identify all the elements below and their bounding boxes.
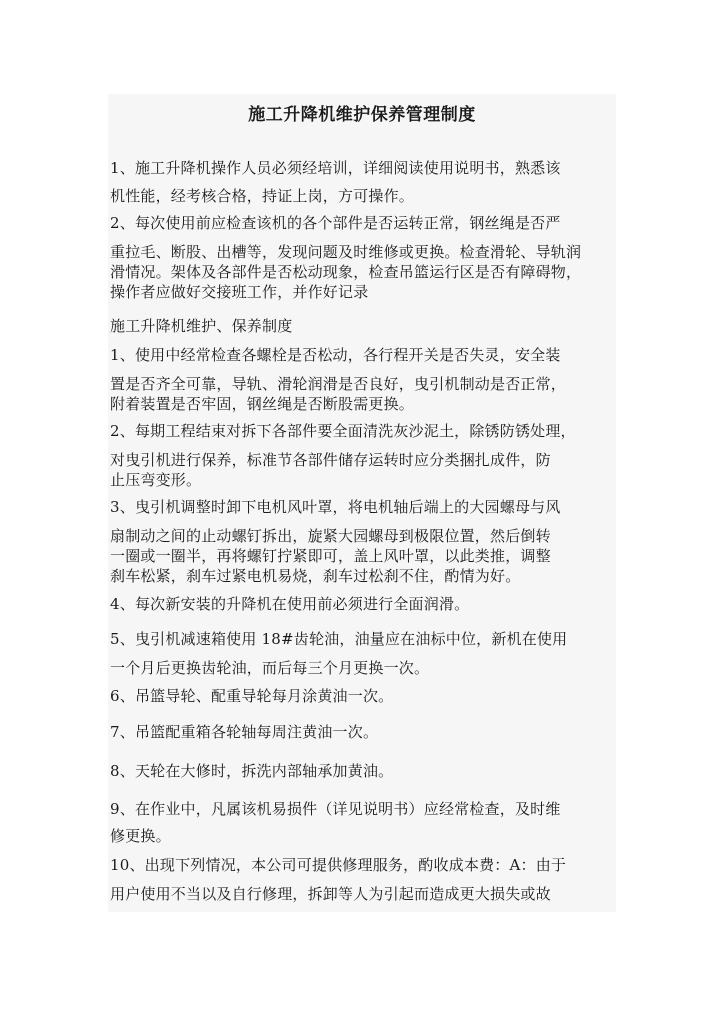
text-line: 刹车松紧，刹车过紧电机易烧，刹车过松刹不住，酌情为好。: [110, 567, 521, 585]
text-line: 3、曳引机调整时卸下电机风叶罩，将电机轴后端上的大园螺母与风: [110, 498, 561, 516]
document-title: 施工升降机维护保养管理制度: [248, 105, 476, 125]
text-line: 机性能，经考核合格，持证上岗，方可操作。: [110, 187, 415, 205]
text-line: 一个月后更换齿轮油，而后每三个月更换一次。: [110, 659, 430, 677]
text-line: 1、施工升降机操作人员必须经培训，详细阅读使用说明书，熟悉该: [110, 159, 561, 177]
text-line: 操作者应做好交接班工作，并作好记录: [110, 283, 369, 301]
text-line: 一圈或一圈半，再将螺钉拧紧即可，盖上风叶罩，以此类推，调整: [110, 547, 551, 565]
text-line: 滑情况。架体及各部件是否松动现象，检查吊篮运行区是否有障碍物，: [110, 263, 582, 281]
text-line: 2、每期工程结束对拆下各部件要全面清洗灰沙泥土，除锈防锈处理，: [110, 422, 576, 440]
text-line: 修更换。: [110, 827, 171, 845]
text-line: 8、天轮在大修时，拆洗内部轴承加黄油。: [110, 762, 394, 780]
section-heading: 施工升降机维护、保养制度: [110, 317, 293, 335]
text-line: 重拉毛、断股、出槽等，发现问题及时维修或更换。检查滑轮、导轨润: [110, 243, 582, 261]
text-line: 9、在作业中，凡属该机易损件（详见说明书）应经常检查，及时维: [110, 800, 561, 818]
text-line: 7、吊篮配重箱各轮轴每周注黄油一次。: [110, 723, 379, 741]
text-line: 6、吊篮导轮、配重导轮每月涂黄油一次。: [110, 687, 394, 705]
text-line: 置是否齐全可靠，导轨、滑轮润滑是否良好，曳引机制动是否正常，: [110, 375, 567, 393]
text-line: 2、每次使用前应检查该机的各个部件是否运转正常，钢丝绳是否严: [110, 214, 561, 232]
document-page: [108, 94, 616, 912]
text-line: 用户使用不当以及自行修理，拆卸等人为引起而造成更大损失或故: [110, 885, 551, 903]
text-line: 1、使用中经常检查各螺栓是否松动，各行程开关是否失灵，安全装: [110, 346, 561, 364]
text-line: 4、每次新安装的升降机在使用前必须进行全面润滑。: [110, 595, 470, 613]
text-line: 止压弯变形。: [110, 471, 202, 489]
text-line: 10、出现下列情况，本公司可提供修理服务，酌收成本费：A：由于: [110, 856, 567, 874]
text-line: 对曳引机进行保养，标准节各部件储存运转时应分类捆扎成件，防: [110, 451, 551, 469]
text-line: 5、曳引机减速箱使用 18#齿轮油，油量应在油标中位，新机在使用: [110, 630, 568, 648]
text-line: 扇制动之间的止动螺钉拆出，旋紧大园螺母到极限位置，然后倒转: [110, 527, 551, 545]
text-line: 附着装置是否牢固，钢丝绳是否断股需更换。: [110, 395, 415, 413]
